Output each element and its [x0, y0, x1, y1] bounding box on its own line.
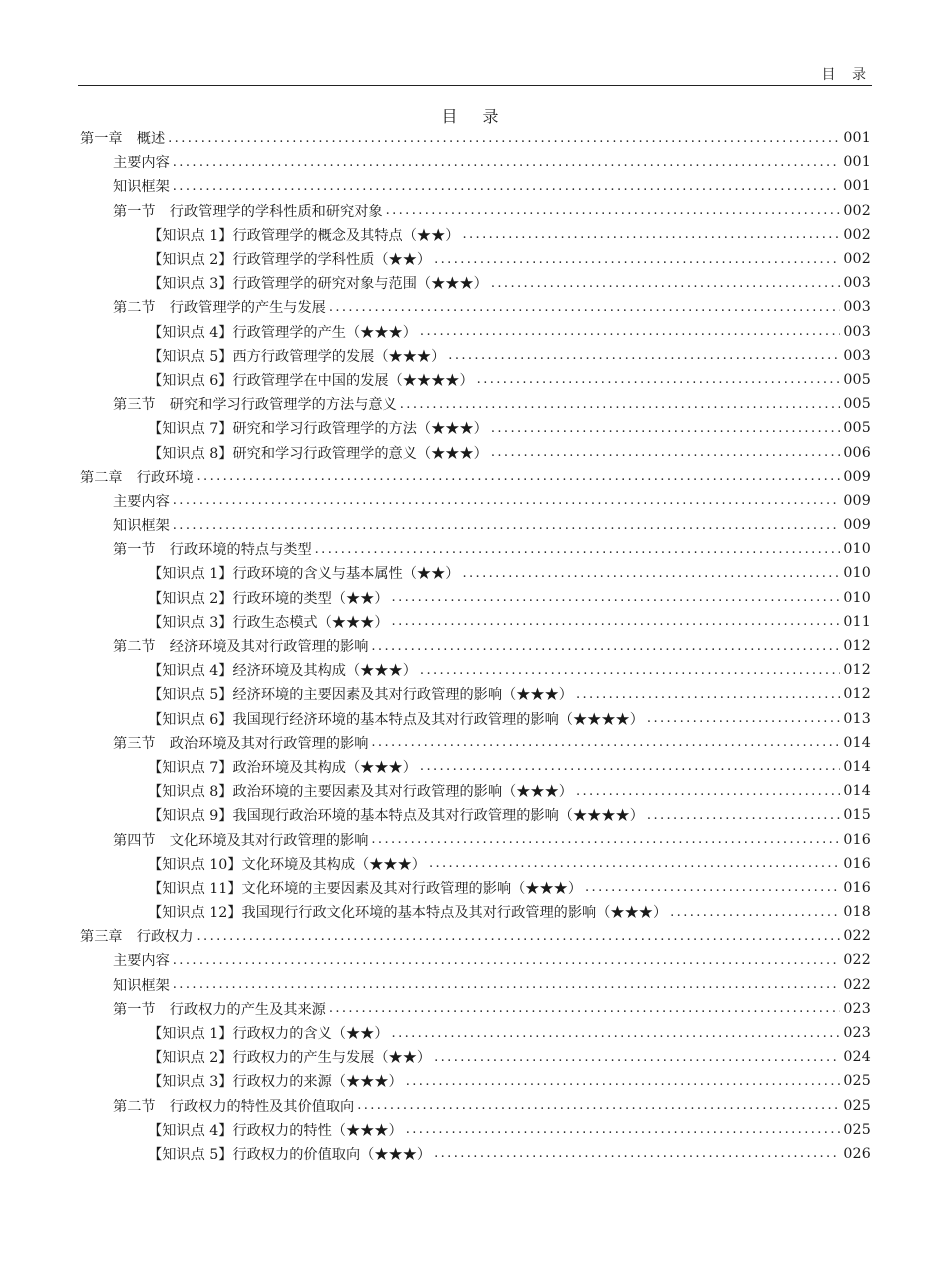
toc-page-number: 002 [843, 202, 871, 219]
toc-page-number: 025 [843, 1073, 871, 1090]
dot-leader [462, 566, 840, 581]
toc-entry-label: 【知识点 7】研究和学习行政管理学的方法（★★★） [148, 421, 488, 438]
toc-page-number: 003 [843, 275, 871, 292]
toc-section[interactable] [80, 537, 871, 561]
dot-leader [585, 880, 840, 895]
dot-leader [491, 276, 840, 291]
dot-leader [429, 856, 840, 871]
toc-entry-label: 主要内容 [113, 953, 170, 970]
toc-page-number: 005 [843, 396, 871, 413]
toc-entry-label: 第三节 政治环境及其对行政管理的影响 [113, 735, 369, 752]
toc-page-number: 014 [843, 783, 871, 800]
toc-page-number: 001 [843, 178, 871, 195]
toc-page-number: 009 [843, 468, 871, 485]
toc-chapter[interactable] [80, 924, 871, 948]
dot-leader [434, 252, 840, 267]
dot-leader [406, 1074, 841, 1089]
toc-entry-label: 第四节 文化环境及其对行政管理的影响 [113, 832, 369, 849]
toc-knowledge-point[interactable] [80, 610, 871, 634]
dot-leader [462, 227, 840, 242]
toc-page-number: 003 [843, 323, 871, 340]
toc-knowledge-point[interactable] [80, 900, 871, 924]
toc-knowledge-point[interactable] [80, 561, 871, 585]
toc-entry-label: 知识框架 [113, 977, 170, 994]
toc-knowledge-point[interactable] [80, 1045, 871, 1069]
toc-chapter[interactable] [80, 126, 871, 150]
dot-leader [576, 784, 840, 799]
dot-leader [420, 759, 840, 774]
toc-entry-label: 【知识点 11】文化环境的主要因素及其对行政管理的影响（★★★） [148, 880, 583, 897]
toc-entry-label: 【知识点 5】西方行政管理学的发展（★★★） [148, 348, 446, 365]
toc-knowledge-point[interactable] [80, 344, 871, 368]
dot-leader [420, 324, 840, 339]
toc-page-number: 010 [843, 565, 871, 582]
toc-knowledge-point[interactable] [80, 247, 871, 271]
page-title: 目 录 [441, 107, 509, 126]
toc-page-number: 018 [843, 904, 871, 921]
toc-entry-label: 第三节 研究和学习行政管理学的方法与意义 [113, 397, 397, 414]
toc-knowledge-point[interactable] [80, 440, 871, 464]
toc-entry-label: 第一章 概述 [80, 131, 166, 148]
toc-entry-label: 主要内容 [113, 155, 170, 172]
toc-section[interactable] [80, 295, 871, 319]
dot-leader [448, 348, 840, 363]
toc-page-number: 009 [843, 517, 871, 534]
toc-entry-label: 第三章 行政权力 [80, 929, 194, 946]
toc-knowledge-point[interactable] [80, 876, 871, 900]
dot-leader [173, 493, 841, 508]
toc-page-number: 025 [843, 1097, 871, 1114]
dot-leader [434, 1050, 840, 1065]
toc-page-number: 003 [843, 347, 871, 364]
toc-knowledge-point[interactable] [80, 1142, 871, 1166]
toc-entry-label: 第二节 经济环境及其对行政管理的影响 [113, 639, 369, 656]
toc-section[interactable] [80, 1094, 871, 1118]
dot-leader [647, 808, 840, 823]
dot-leader [434, 1146, 840, 1161]
toc-page-number: 003 [843, 299, 871, 316]
toc-page-number: 013 [843, 710, 871, 727]
toc-knowledge-point[interactable] [80, 368, 871, 392]
toc-section[interactable] [80, 489, 871, 513]
toc-page-number: 016 [843, 831, 871, 848]
dot-leader [491, 421, 840, 436]
toc-knowledge-point[interactable] [80, 779, 871, 803]
dot-leader [173, 518, 841, 533]
toc-knowledge-point[interactable] [80, 1069, 871, 1093]
toc-section[interactable] [80, 174, 871, 198]
toc-knowledge-point[interactable] [80, 416, 871, 440]
toc-section[interactable] [80, 392, 871, 416]
toc-entry-label: 【知识点 2】行政管理学的学科性质（★★） [148, 252, 432, 269]
toc-page-number: 022 [843, 928, 871, 945]
toc-section[interactable] [80, 948, 871, 972]
toc-page-number: 002 [843, 226, 871, 243]
toc-entry-label: 【知识点 4】经济环境及其构成（★★★） [148, 663, 417, 680]
toc-page-number: 011 [843, 613, 871, 630]
dot-leader [406, 1122, 841, 1137]
toc-entry-label: 第一节 行政权力的产生及其来源 [113, 1001, 326, 1018]
toc-entry-label: 【知识点 9】我国现行政治环境的基本特点及其对行政管理的影响（★★★★） [148, 808, 644, 825]
toc-page-number: 001 [843, 154, 871, 171]
toc-page-number: 012 [843, 662, 871, 679]
dot-leader [647, 711, 840, 726]
toc-entry-label: 第二节 行政权力的特性及其价值取向 [113, 1098, 355, 1115]
toc-page-number: 016 [843, 855, 871, 872]
toc-page-number: 025 [843, 1121, 871, 1138]
toc-entry-label: 【知识点 8】政治环境的主要因素及其对行政管理的影响（★★★） [148, 784, 573, 801]
toc-knowledge-point[interactable] [80, 707, 871, 731]
toc-page-number: 012 [843, 686, 871, 703]
dot-leader [392, 614, 841, 629]
dot-leader [173, 953, 841, 968]
header-rule [78, 85, 872, 86]
toc-entry-label: 【知识点 1】行政管理学的概念及其特点（★★） [148, 227, 460, 244]
toc-page-number: 001 [843, 130, 871, 147]
toc-entry-label: 第一节 行政管理学的学科性质和研究对象 [113, 203, 383, 220]
dot-leader [371, 639, 840, 654]
toc-page-number: 026 [843, 1145, 871, 1162]
toc-page-number: 022 [843, 976, 871, 993]
toc-knowledge-point[interactable] [80, 223, 871, 247]
dot-leader [329, 300, 840, 315]
toc-entry-label: 【知识点 5】行政权力的价值取向（★★★） [148, 1146, 432, 1163]
toc-entry-label: 【知识点 4】行政权力的特性（★★★） [148, 1122, 403, 1139]
dot-leader [173, 179, 841, 194]
dot-leader [392, 590, 841, 605]
toc-chapter[interactable] [80, 465, 871, 489]
toc-page-number: 010 [843, 541, 871, 558]
toc-entry-label: 【知识点 2】行政环境的类型（★★） [148, 590, 389, 607]
dot-leader [197, 469, 841, 484]
dot-leader [400, 397, 841, 412]
toc-page-number: 024 [843, 1049, 871, 1066]
toc-page-number: 014 [843, 734, 871, 751]
dot-leader [197, 929, 841, 944]
toc-section[interactable] [80, 513, 871, 537]
toc-section[interactable] [80, 634, 871, 658]
toc-section[interactable] [80, 827, 871, 851]
toc-page-number: 010 [843, 589, 871, 606]
toc-entry-label: 【知识点 5】经济环境的主要因素及其对行政管理的影响（★★★） [148, 687, 573, 704]
toc-knowledge-point[interactable] [80, 271, 871, 295]
toc-entry-label: 知识框架 [113, 179, 170, 196]
toc-entry-label: 【知识点 8】研究和学习行政管理学的意义（★★★） [148, 445, 488, 462]
toc-knowledge-point[interactable] [80, 803, 871, 827]
toc-section[interactable] [80, 997, 871, 1021]
toc-section[interactable] [80, 150, 871, 174]
dot-leader [357, 1098, 840, 1113]
dot-leader [173, 977, 841, 992]
toc-entry-label: 【知识点 7】政治环境及其构成（★★★） [148, 759, 417, 776]
toc-knowledge-point[interactable] [80, 1118, 871, 1142]
toc-knowledge-point[interactable] [80, 852, 871, 876]
table-of-contents [80, 126, 871, 1166]
dot-leader [576, 687, 840, 702]
toc-section[interactable] [80, 199, 871, 223]
toc-entry-label: 【知识点 4】行政管理学的产生（★★★） [148, 324, 417, 341]
dot-leader [420, 663, 840, 678]
toc-entry-label: 【知识点 12】我国现行行政文化环境的基本特点及其对行政管理的影响（★★★） [148, 905, 668, 922]
toc-entry-label: 第一节 行政环境的特点与类型 [113, 542, 312, 559]
toc-section[interactable] [80, 731, 871, 755]
toc-page-number: 002 [843, 251, 871, 268]
dot-leader [173, 155, 841, 170]
dot-leader [315, 542, 841, 557]
toc-entry-label: 【知识点 3】行政权力的来源（★★★） [148, 1074, 403, 1091]
dot-leader [168, 131, 840, 146]
toc-entry-label: 【知识点 1】行政权力的含义（★★） [148, 1026, 389, 1043]
toc-page-number: 006 [843, 444, 871, 461]
dot-leader [477, 372, 841, 387]
toc-knowledge-point[interactable] [80, 586, 871, 610]
toc-knowledge-point[interactable] [80, 1021, 871, 1045]
toc-page-number: 023 [843, 1000, 871, 1017]
toc-entry-label: 【知识点 3】行政生态模式（★★★） [148, 614, 389, 631]
toc-knowledge-point[interactable] [80, 658, 871, 682]
dot-leader [371, 735, 840, 750]
toc-page-number: 005 [843, 420, 871, 437]
toc-knowledge-point[interactable] [80, 755, 871, 779]
toc-page-number: 023 [843, 1025, 871, 1042]
toc-page-number: 016 [843, 879, 871, 896]
toc-entry-label: 第二节 行政管理学的产生与发展 [113, 300, 326, 317]
toc-entry-label: 【知识点 6】行政管理学在中国的发展（★★★★） [148, 372, 474, 389]
dot-leader [670, 905, 840, 920]
dot-leader [392, 1026, 841, 1041]
dot-leader [329, 1001, 840, 1016]
running-header: 目 录 [821, 67, 872, 83]
toc-page-number: 014 [843, 758, 871, 775]
dot-leader [371, 832, 840, 847]
dot-leader [491, 445, 840, 460]
toc-entry-label: 主要内容 [113, 493, 170, 510]
toc-page-number: 005 [843, 371, 871, 388]
toc-entry-label: 知识框架 [113, 518, 170, 535]
toc-knowledge-point[interactable] [80, 682, 871, 706]
toc-entry-label: 【知识点 1】行政环境的含义与基本属性（★★） [148, 566, 460, 583]
toc-page-number: 009 [843, 492, 871, 509]
toc-entry-label: 【知识点 3】行政管理学的研究对象与范围（★★★） [148, 276, 488, 293]
toc-entry-label: 第二章 行政环境 [80, 469, 194, 486]
dot-leader [386, 203, 841, 218]
toc-entry-label: 【知识点 2】行政权力的产生与发展（★★） [148, 1050, 432, 1067]
toc-entry-label: 【知识点 10】文化环境及其构成（★★★） [148, 856, 426, 873]
toc-page-number: 012 [843, 638, 871, 655]
toc-entry-label: 【知识点 6】我国现行经济环境的基本特点及其对行政管理的影响（★★★★） [148, 711, 644, 728]
toc-page-number: 015 [843, 807, 871, 824]
toc-page-number: 022 [843, 952, 871, 969]
toc-knowledge-point[interactable] [80, 320, 871, 344]
toc-section[interactable] [80, 973, 871, 997]
